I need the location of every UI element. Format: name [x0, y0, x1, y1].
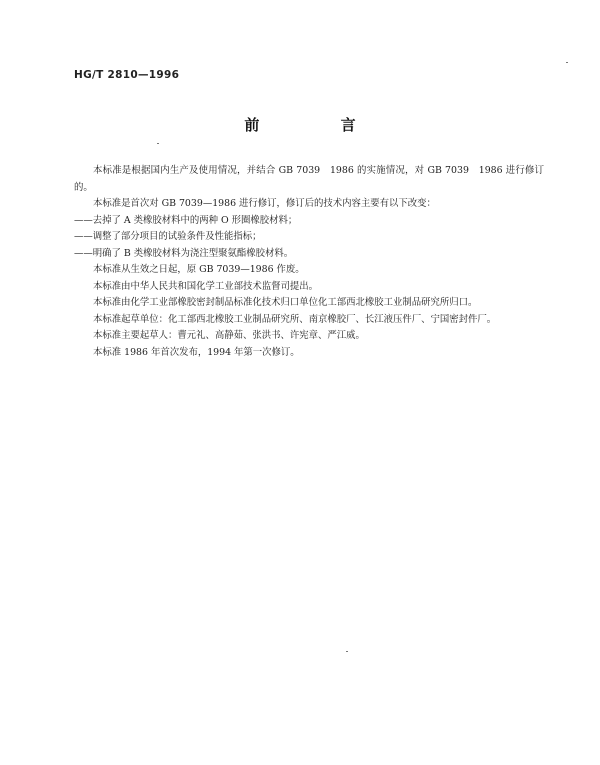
paragraph-proposed-by: 本标准由中华人民共和国化学工业部技术监督司提出。 [93, 280, 319, 292]
scan-speck [157, 143, 159, 144]
paragraph-drafters: 本标准主要起草人：曹元礼、高静茹、张洪书、许宪章、严江威。 [93, 330, 365, 341]
page-title: 前 言 [244, 116, 394, 134]
paragraph-supersedes: 本标准从生效之日起，原 GB 7039—1986 作废。 [93, 264, 305, 275]
paragraph-drafting-units: 本标准起草单位：化工部西北橡胶工业制品研究所、南京橡胶厂、长江液压件厂、宁国密封件厂。 [93, 313, 497, 325]
paragraph-revision-basis: 本标准是根据国内生产及使用情况，并结合 GB 7039 1986 的实施情况，对 GB 7039 1986 进行修订的。 [74, 165, 544, 193]
scan-speck [566, 62, 568, 63]
list-item-change-3: ——明确了 B 类橡胶材料为浇注型聚氨酯橡胶材料。 [74, 247, 294, 259]
body-text [74, 163, 544, 361]
paragraph-revision-intro: 本标准是首次对 GB 7039—1986 进行修订，修订后的技术内容主要有以下改变： [93, 198, 436, 209]
list-item-change-2: ——调整了部分项目的试验条件及性能指标； [74, 231, 262, 242]
list-item-change-1: ——去掉了 A 类橡胶材料中的两种 O 形圈橡胶材料； [74, 214, 298, 226]
scan-speck [346, 651, 348, 652]
paragraph-publication-history: 本标准 1986 年首次发布，1994 年第一次修订。 [93, 346, 300, 358]
paragraph-responsible-unit: 本标准由化学工业部橡胶密封制品标准化技术归口单位化工部西北橡胶工业制品研究所归口。 [93, 297, 478, 308]
standard-code: HG/T 2810—1996 [74, 69, 180, 81]
